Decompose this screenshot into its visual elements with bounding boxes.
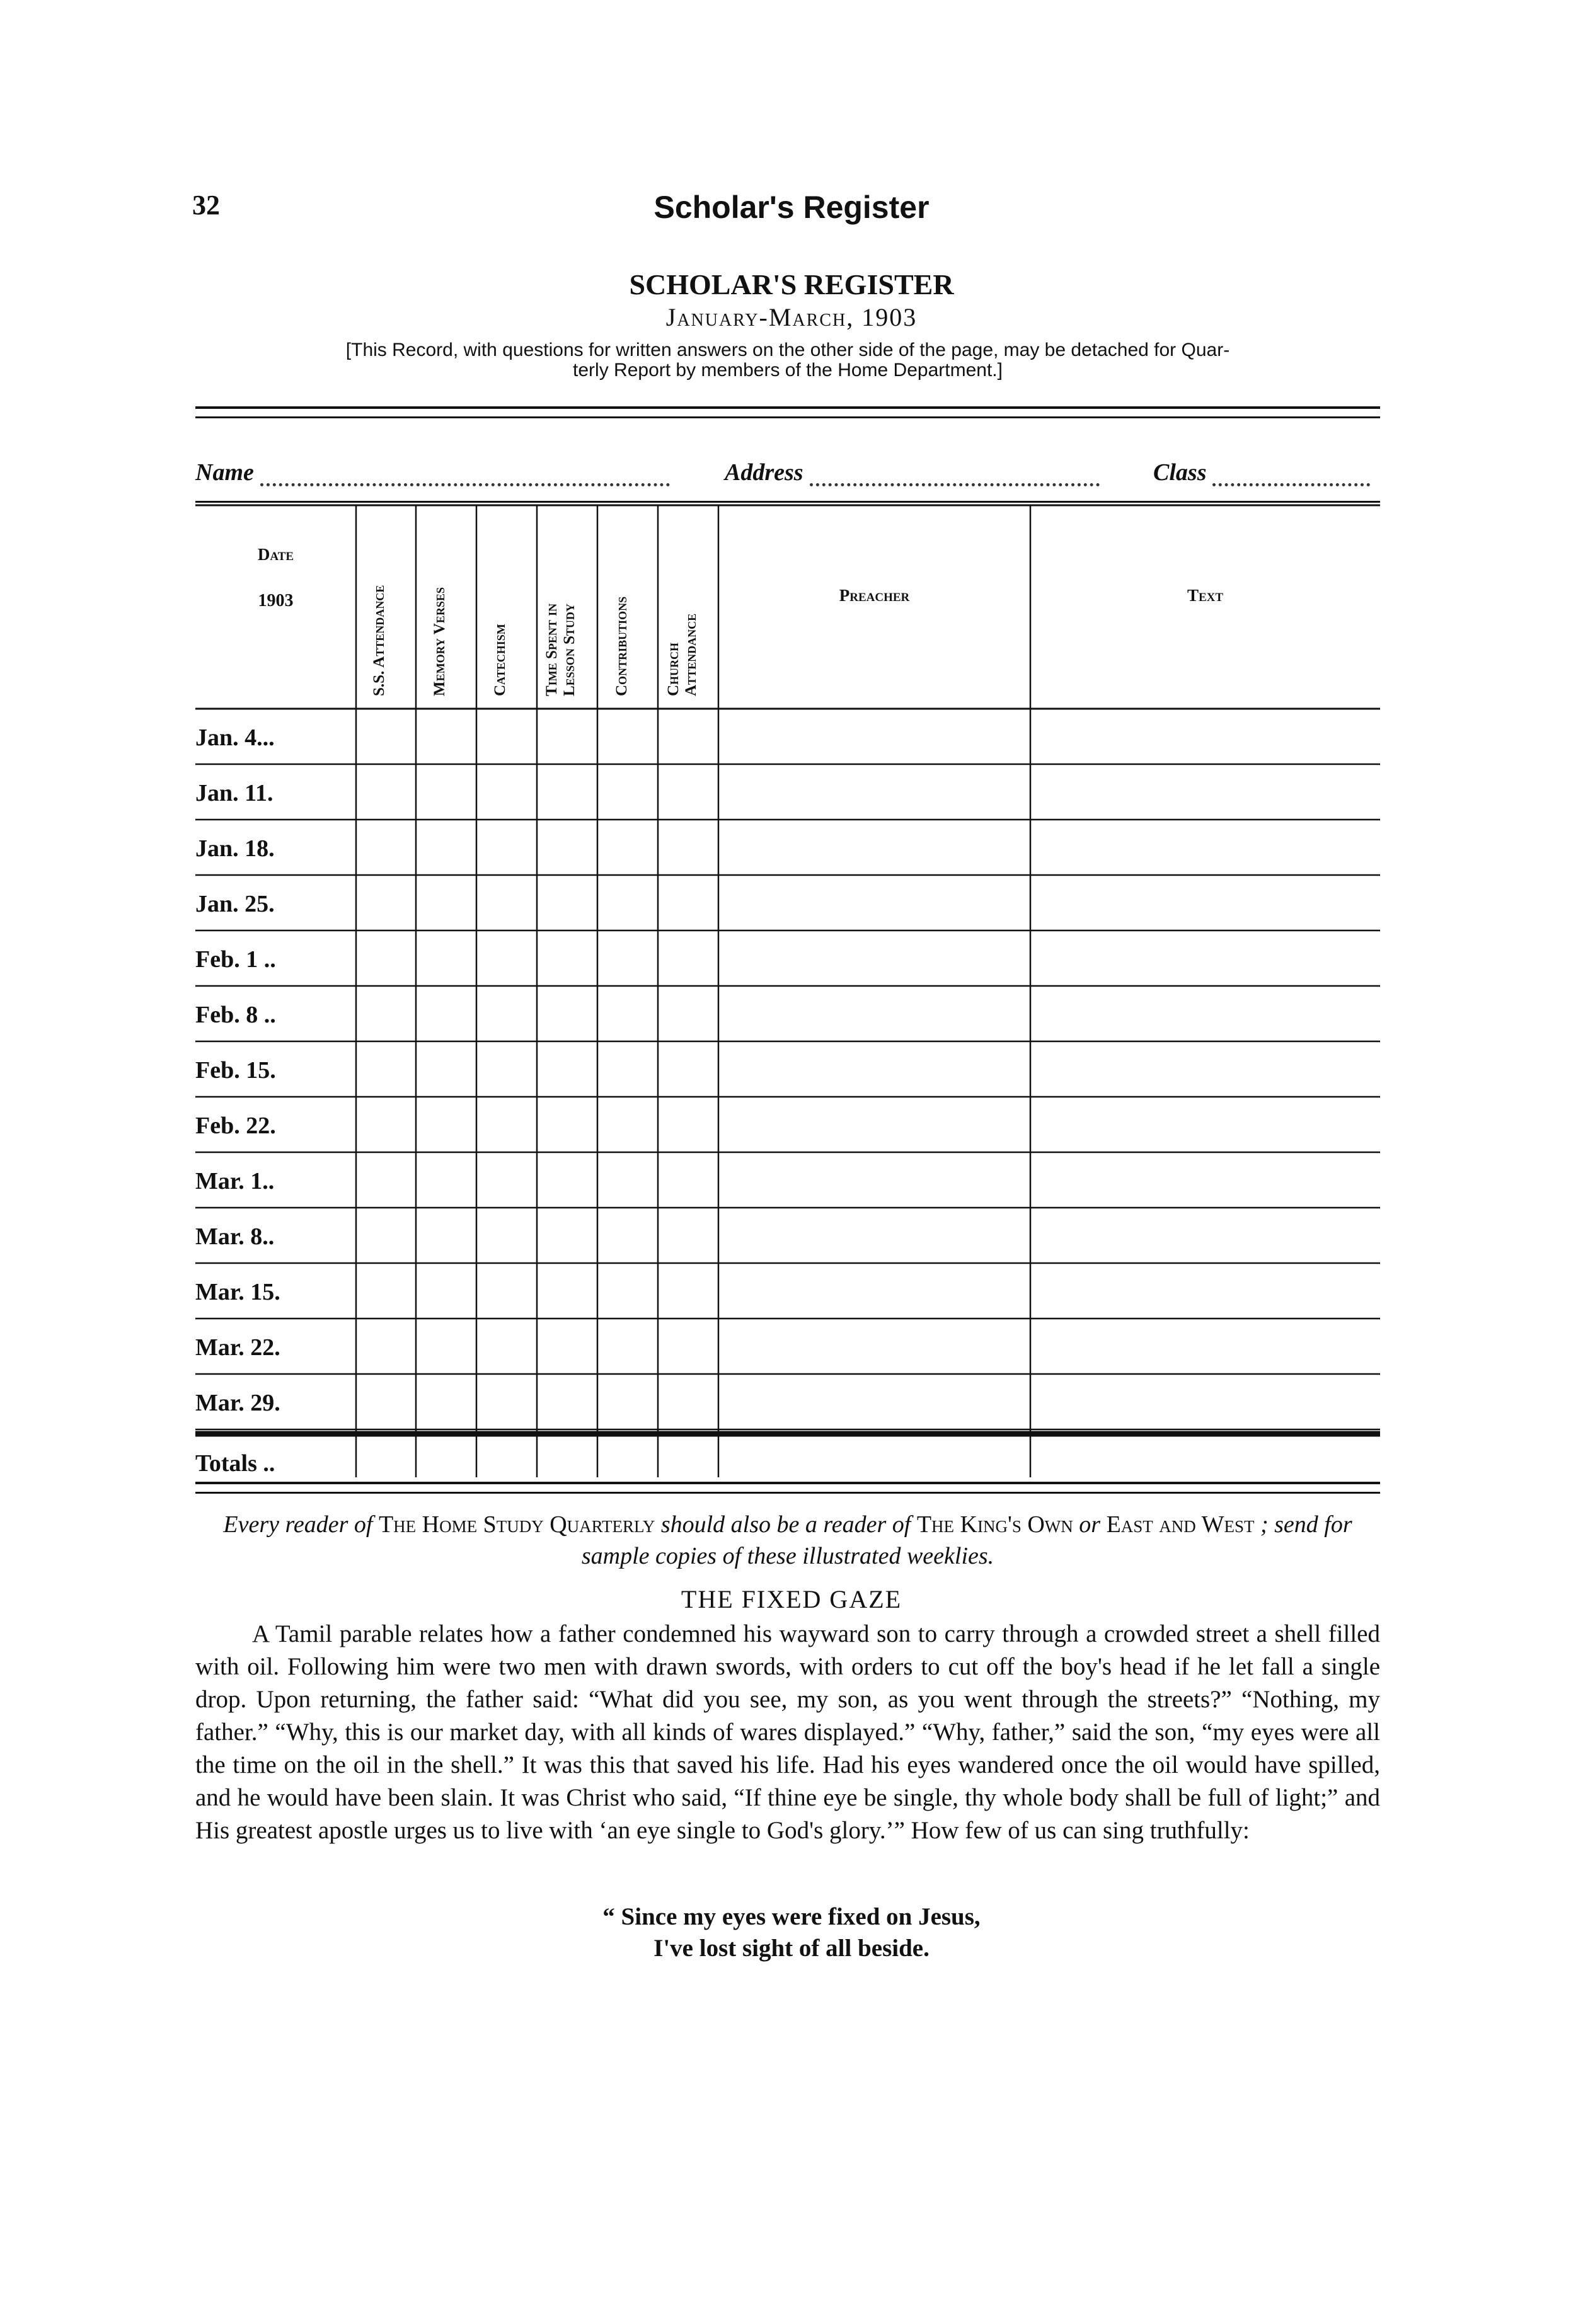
register-note	[195, 340, 1380, 381]
row-date-label: Feb. 1 ..	[195, 946, 276, 973]
row-date-label: Jan. 4...	[195, 724, 275, 751]
register-note-line-2: terly Report by members of the Home Department.]	[573, 360, 1003, 381]
row-date-label: Feb. 8 ..	[195, 1002, 276, 1028]
row-date-label: Mar. 22.	[195, 1334, 280, 1361]
header-preacher: Preacher	[839, 586, 910, 605]
row-date-label: Feb. 15.	[195, 1057, 276, 1084]
row-date-label: Jan. 25.	[195, 891, 275, 917]
header-date-label: Date	[257, 545, 294, 564]
story-body: A Tamil parable relates how a father condemned his wayward son to carry through a crowded street a shell filled with oil. Following him were two men with drawn swords, with orders to cut off the boy's head if he let fall a single drop. Upon returning, the father said: “What did you see, my son, as you went through the streets?” “Nothing, my father.” “Why, this is our market day, with all kinds of wares displayed.” “Why, father,” said the son, “my eyes were all the time on the oil in the shell.” It was this that saved his life. Had his eyes wandered once the oil would have spilled, and he would have been slain. It was Christ who said, “If thine eye be single, thy whole body shall be full of light;” and His greatest apostle urges us to live with ‘an eye single to God's glory.’” How few of us can sing truthfully:	[195, 1620, 1380, 1844]
header-date-year: 1903	[258, 591, 294, 610]
notice-part-4: ; send for sample copies of these illustrated weeklies.	[581, 1511, 1352, 1569]
verse-line-1: “ Since my eyes were fixed on Jesus,	[602, 1903, 981, 1930]
notice-part-1: Every reader of	[223, 1511, 379, 1538]
header-date	[195, 545, 356, 611]
row-date-label: Mar. 1..	[195, 1168, 275, 1194]
fields-rule	[195, 501, 1380, 503]
address-dots	[810, 462, 1100, 486]
row-date-label: Mar. 29.	[195, 1390, 280, 1416]
notice-part-2: should also be a reader of	[655, 1511, 917, 1538]
register-title: SCHOLAR'S REGISTER	[629, 268, 954, 301]
class-field[interactable]	[1153, 459, 1370, 486]
register-subtitle: January-March, 1903	[665, 303, 918, 331]
notice-part-3: or	[1073, 1511, 1107, 1538]
page-number: 32	[192, 190, 220, 220]
register-note-line-1: [This Record, with questions for written answers on the other side of the page, may be detached for Quar-	[345, 340, 1230, 360]
row-date-label: Jan. 18.	[195, 835, 275, 862]
header-text: Text	[1187, 586, 1224, 605]
notice-publication-1: The Home Study Quarterly	[378, 1511, 655, 1538]
name-label: Name	[195, 459, 254, 486]
name-dots	[260, 462, 670, 486]
running-head: Scholar's Register	[653, 190, 930, 225]
header-church-attendance: Church Attendance	[665, 613, 699, 696]
notice-publication-3: East and West	[1106, 1511, 1255, 1538]
header-time-spent: Time Spent in Lesson Study	[543, 603, 578, 696]
header-catechism: Catechism	[492, 624, 509, 696]
row-date-label: Mar. 15.	[195, 1279, 280, 1305]
address-label: Address	[725, 459, 803, 486]
header-memory-verses: Memory Verses	[431, 587, 448, 696]
subscription-notice	[195, 1509, 1380, 1572]
bottom-double-rule	[195, 1482, 1380, 1494]
header-contributions: Contributions	[613, 596, 630, 696]
register-table	[195, 504, 1380, 1477]
class-dots	[1212, 462, 1370, 486]
scholar-fields	[195, 459, 1380, 494]
class-label: Class	[1153, 459, 1207, 486]
totals-label: Totals ..	[195, 1450, 275, 1477]
row-date-label: Mar. 8..	[195, 1223, 275, 1250]
name-field[interactable]	[195, 459, 670, 486]
top-double-rule	[195, 406, 1380, 418]
notice-publication-2: The King's Own	[916, 1511, 1073, 1538]
story-title: THE FIXED GAZE	[681, 1585, 902, 1613]
header-ss-attendance: S.S. Attendance	[371, 585, 388, 696]
address-field[interactable]	[725, 459, 1100, 486]
row-date-label: Feb. 22.	[195, 1113, 276, 1139]
row-date-label: Jan. 11.	[195, 780, 273, 806]
verse-line-2: I've lost sight of all beside.	[653, 1935, 930, 1962]
